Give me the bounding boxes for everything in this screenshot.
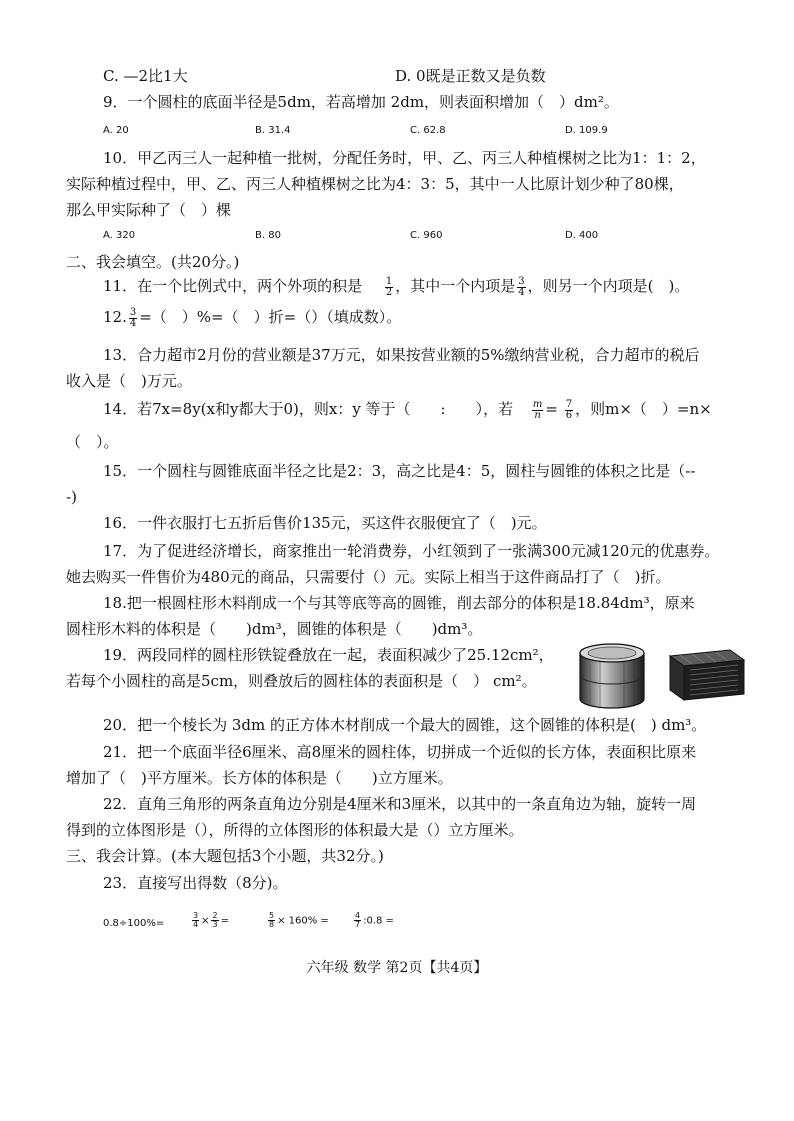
- q14-equals: =: [545, 400, 563, 418]
- q10-option-c: C. 960: [410, 230, 443, 241]
- q21-line1: 21．把一个底面半径6厘米、高8厘米的圆柱体，切拼成一个近似的长方体，表面积比原来: [103, 743, 697, 761]
- page-footer: 六年级 数学 第2页【共4页】: [306, 960, 488, 976]
- q9-option-c: C. 62.8: [410, 125, 446, 136]
- q10-line1: 10．甲乙丙三人一起种植一批树，分配任务时，甲、乙、丙三人种植棵树之比为1：1：2，: [103, 149, 706, 167]
- calc-expression-3: $\frac{5}{8}$ × 160% =: [269, 911, 329, 929]
- q14-line1: [103, 399, 712, 421]
- q9-option-b: B. 31.4: [255, 125, 291, 136]
- q12-fraction: $\frac{3}{4}$: [129, 306, 137, 329]
- q17-line2: 她去购买一件售价为480元的商品，只需要付（）元。实际上相当于这件商品打了（ )折。: [66, 568, 671, 586]
- q10-option-a: A. 320: [103, 230, 136, 241]
- q14-part-b: ，则m×（ ）=n×: [575, 400, 712, 418]
- calc-expression-1: 0.8÷100%=: [103, 918, 165, 929]
- q10-line2: 实际种植过程中，甲、乙、丙三人种植棵树之比为4：3：5，其中一人比原计划少种了80棵，: [66, 175, 684, 193]
- q15-line2: -): [66, 488, 77, 506]
- q11-text: [103, 276, 689, 298]
- q18-line1: 18.把一根圆柱形木料削成一个与其等底等高的圆锥，削去部分的体积是18.84dm³，原来: [103, 594, 695, 612]
- q21-line2: 增加了（ )平方厘米。长方体的体积是（ )立方厘米。: [66, 769, 453, 787]
- q12-part-b: =（ ）%=（ ）折=（）（填成数）。: [139, 308, 402, 326]
- q19-line2: 若每个小圆柱的高是5cm，则叠放后的圆柱体的表面积是（ ） cm²。: [66, 672, 537, 690]
- q23-title: 23．直接写出得数（8分)。: [103, 874, 288, 892]
- q11-part-a: 11．在一个比例式中，两个外项的积是: [103, 277, 363, 295]
- q10-option-b: B. 80: [255, 230, 281, 241]
- q10-option-d: D. 400: [565, 230, 599, 241]
- q18-line2: 圆柱形木料的体积是（ )dm³，圆锥的体积是（ )dm³。: [66, 620, 483, 638]
- q17-line1: 17．为了促进经济增长，商家推出一轮消费券，小红领到了一张满300元减120元的优惠券。: [103, 542, 720, 560]
- q15-line1: 15．一个圆柱与圆锥底面半径之比是2：3，高之比是4：5，圆柱与圆锥的体积之比是（--: [103, 462, 696, 480]
- q14-line2: （ ）。: [66, 433, 119, 451]
- q22-line2: 得到的立体图形是（），所得的立体图形的体积最大是（）立方厘米。: [66, 821, 524, 839]
- q14-fraction-mn: $\frac{m}{n}$: [532, 398, 543, 421]
- q20-text: 20．把一个棱长为 3dm 的正方体木材削成一个最大的圆锥，这个圆锥的体积是( ) dm³。: [103, 716, 707, 734]
- q8-option-c: C. —2比1大: [103, 67, 188, 85]
- q9-text: 9．一个圆柱的底面半径是5dm，若高增加 2dm，则表面积增加（ ）dm²。: [103, 93, 619, 111]
- cylinder-ingot-image: [576, 641, 648, 709]
- q12-text: [103, 307, 401, 329]
- section2-title: 二、我会填空。(共20分。): [66, 253, 240, 271]
- q10-line3: 那么甲实际种了（ ）棵: [66, 201, 232, 219]
- q12-part-a: 12.: [103, 308, 127, 326]
- q14-fraction-76: $\frac{7}{6}$: [565, 398, 573, 421]
- q11-part-b: ，其中一个内项是: [395, 277, 516, 295]
- q19-line1: 19．两段同样的圆柱形铁锭叠放在一起，表面积减少了25.12cm²，: [103, 646, 554, 664]
- cuboid-ingot-image: [666, 646, 746, 704]
- q9-option-d: D. 109.9: [565, 125, 608, 136]
- q13-line2: 收入是（ )万元。: [66, 372, 192, 390]
- q9-option-a: A. 20: [103, 125, 129, 136]
- section3-title: 三、我会计算。(本大题包括3个小题，共32分。): [66, 847, 384, 865]
- q11-part-c: ，则另一个内项是( )。: [527, 277, 690, 295]
- calc-expression-4: $\frac{4}{7}$ :0.8 =: [355, 911, 394, 929]
- q22-line1: 22．直角三角形的两条直角边分别是4厘米和3厘米，以其中的一条直角边为轴，旋转一周: [103, 795, 697, 813]
- q11-fraction-2: $\frac{3}{4}$: [518, 275, 525, 298]
- q14-part-a: 14．若7x=8y(x和y都大于0)，则x：y 等于（ : ），若: [103, 400, 514, 418]
- q8-option-d: D. 0既是正数又是负数: [395, 67, 546, 85]
- calc-expression-2: $\frac{3}{4}$ × $\frac{2}{3}$ =: [193, 911, 229, 929]
- q13-line1: 13．合力超市2月份的营业额是37万元，如果按营业额的5%缴纳营业税，合力超市的税后: [103, 346, 700, 364]
- q11-fraction-1: $\frac{1}{2}$: [385, 275, 393, 298]
- q16-text: 16．一件衣服打七五折后售价135元，买这件衣服便宜了（ )元。: [103, 514, 547, 532]
